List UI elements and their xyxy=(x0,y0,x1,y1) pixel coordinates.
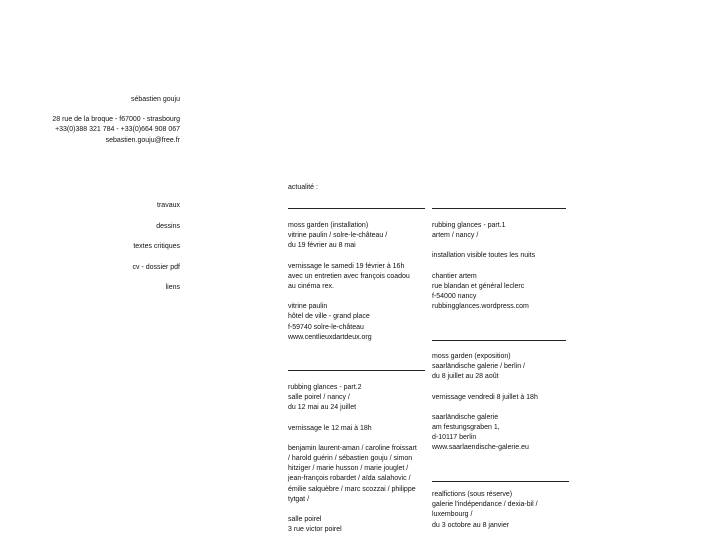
venue-address: saarländische galerie am festungsgraben 1, d-10117 berlin www.saarlaendische-galerie.eu xyxy=(432,413,538,454)
news-title: actualité : xyxy=(288,184,318,191)
venue-address: vitrine paulin hôtel de ville - grand place f-59740 solre-le-château www.centlieuxdartdeux.org xyxy=(288,302,410,343)
nav-item-travaux[interactable]: travaux xyxy=(157,202,180,209)
opening-info: vernissage le 12 mai à 18h xyxy=(288,424,372,432)
divider xyxy=(288,370,425,371)
opening-info: vernissage le samedi 19 février à 16h avec un entretien avec françois coadou au cinéma rex. xyxy=(288,262,410,291)
artist-name: sébastien gouju xyxy=(130,96,180,103)
news-item-realfictions xyxy=(432,490,538,541)
contact-block xyxy=(20,95,180,146)
venue-address: salle poirel 3 rue victor poirel xyxy=(288,516,342,534)
event-details: rubbing glances - part.2 salle poirel / nancy / du 12 mai au 24 juillet xyxy=(288,384,362,412)
nav-item-textes-critiques[interactable]: textes critiques xyxy=(133,243,180,251)
news-item-rubbing-glances-part1 xyxy=(432,221,535,322)
divider xyxy=(432,208,566,209)
event-details: rubbing glances - part.1 artem / nancy / xyxy=(432,222,506,240)
divider xyxy=(432,340,566,341)
event-details: moss garden (exposition) saarländische galerie / berlin / du 8 juillet au 28 août xyxy=(432,353,525,381)
viewing-info: installation visible toutes les nuits xyxy=(432,252,536,260)
email-link[interactable]: sebastien.gouju@free.fr xyxy=(105,136,180,144)
event-details: realfictions (sous réserve) galerie l'indépendance / dexia-bil / luxembourg / du 3 octobre au 8 janvier xyxy=(432,491,538,529)
event-details: moss garden (installation) vitrine paulin / solre-le-château / du 19 février au 8 mai xyxy=(288,222,388,250)
venue-website-link[interactable]: rubbingglances.wordpress.com xyxy=(432,303,529,311)
main-nav xyxy=(60,201,180,294)
news-item-rubbing-glances-part2 xyxy=(288,383,417,545)
nav-item-liens[interactable]: liens xyxy=(165,284,180,292)
divider xyxy=(288,208,425,209)
nav-item-cv-dossier-pdf[interactable]: cv - dossier pdf xyxy=(132,263,180,271)
venue-website-link[interactable]: www.saarlaendische-galerie.eu xyxy=(432,444,529,452)
news-item-moss-garden-exposition xyxy=(432,352,538,464)
opening-info: vernissage vendredi 8 juillet à 18h xyxy=(432,393,538,401)
news-item-moss-garden-installation xyxy=(288,221,410,353)
address: 28 rue de la broque - f67000 - strasbourg xyxy=(52,116,180,124)
divider xyxy=(432,481,569,482)
venue-website-link[interactable]: www.centlieuxdartdeux.org xyxy=(288,333,372,341)
artists-list: benjamin laurent-aman / caroline froissart / harold guérin / sébastien gouju / simon hitziger / marie husson / marie jouglet / jean-françois robardet / aïda salahovic / émilie salquèbre / marc scozzai / philippe tytgat / xyxy=(288,444,417,503)
phone-numbers: +33(0)388 321 784 - +33(0)664 908 067 xyxy=(55,126,180,134)
venue-address: chantier artem rue blandan et général leclerc f-54000 nancy rubbingglances.wordpress.com xyxy=(432,272,535,313)
nav-item-dessins[interactable]: dessins xyxy=(156,222,180,230)
